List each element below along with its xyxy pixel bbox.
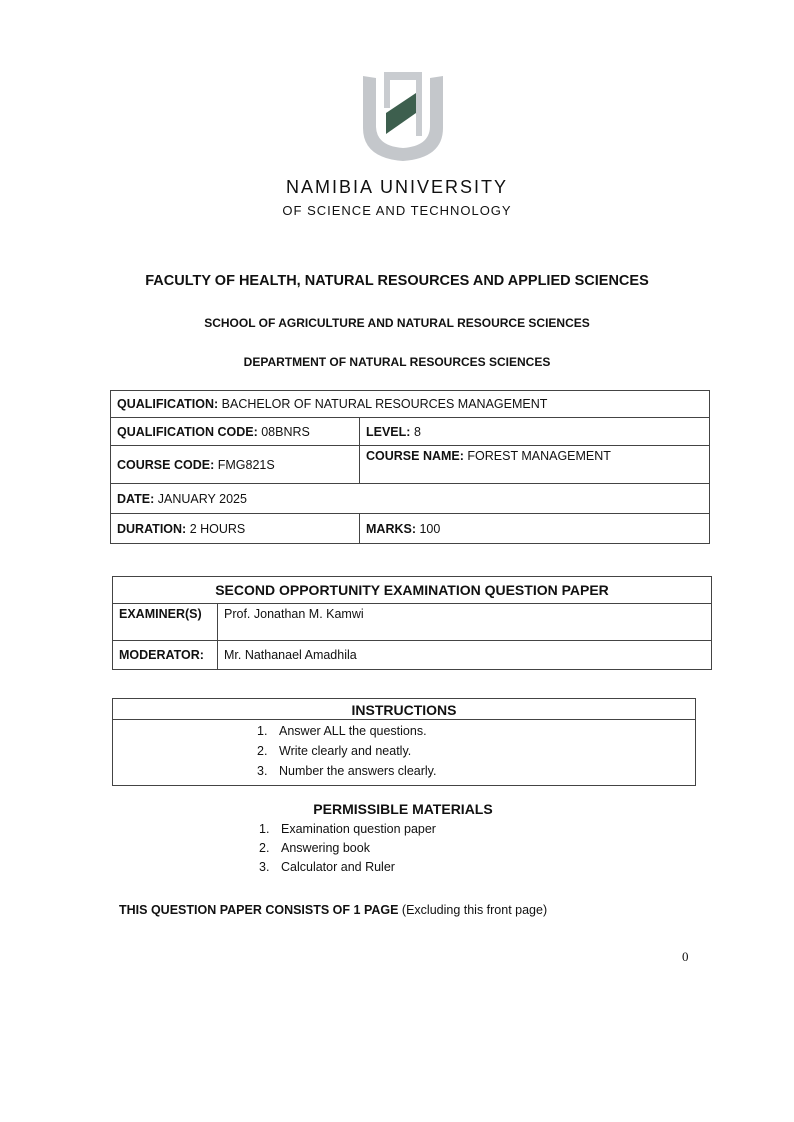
- materials-list: [259, 820, 436, 877]
- instructions-list: [257, 721, 436, 781]
- exam-date: JANUARY 2025: [157, 491, 247, 506]
- instruction-item: 1. Answer ALL the questions.: [257, 724, 427, 738]
- page-count-note: THIS QUESTION PAPER CONSISTS OF 1 PAGE (Excluding this front page): [119, 903, 548, 917]
- material-item: 1. Examination question paper: [259, 822, 436, 836]
- school-heading: SCHOOL OF AGRICULTURE AND NATURAL RESOURCE SCIENCES: [204, 316, 590, 330]
- materials-title: PERMISSIBLE MATERIALS: [313, 801, 493, 817]
- qualification: BACHELOR OF NATURAL RESOURCES MANAGEMENT: [221, 397, 548, 411]
- exam-title: SECOND OPPORTUNITY EXAMINATION QUESTION PAPER: [113, 577, 712, 604]
- course-details-table: QUALIFICATION: BACHELOR OF NATURAL RESOURCES MANAGEMENT QUALIFICATION CODE: 08BNRS LEVEL: 8 COURSE CODE: FMG821S COURSE NAME: FOREST MANAGEMENT DATE: JANUARY 2025 DURATION: 2 HOURS MARKS: 100: [110, 390, 710, 544]
- material-item: 3. Calculator and Ruler: [259, 860, 395, 874]
- university-subtitle: OF SCIENCE AND TECHNOLOGY: [282, 203, 512, 218]
- university-logo: [358, 68, 448, 163]
- university-name: NAMIBIA UNIVERSITY: [285, 177, 509, 197]
- department-heading: DEPARTMENT OF NATURAL RESOURCES SCIENCES: [243, 355, 551, 369]
- moderator: Mr. Nathanael Amadhila: [218, 641, 712, 670]
- page-number: 0: [682, 949, 689, 964]
- material-item: 2. Answering book: [259, 841, 370, 855]
- qualification-code: 08BNRS: [261, 424, 310, 439]
- instructions-title: INSTRUCTIONS: [113, 699, 695, 720]
- instruction-item: 2. Write clearly and neatly.: [257, 744, 412, 758]
- course-code: FMG821S: [217, 457, 275, 472]
- instruction-item: 3. Number the answers clearly.: [257, 764, 437, 778]
- duration: 2 HOURS: [189, 521, 246, 536]
- examiner: Prof. Jonathan M. Kamwi: [218, 604, 712, 641]
- marks: 100: [419, 521, 441, 536]
- course-name: FOREST MANAGEMENT: [467, 449, 611, 463]
- level: 8: [413, 424, 421, 439]
- faculty-heading: FACULTY OF HEALTH, NATURAL RESOURCES AND APPLIED SCIENCES: [145, 273, 649, 289]
- examiners-table: SECOND OPPORTUNITY EXAMINATION QUESTION PAPER EXAMINER(S) Prof. Jonathan M. Kamwi MODERATOR: Mr. Nathanael Amadhila: [112, 576, 712, 670]
